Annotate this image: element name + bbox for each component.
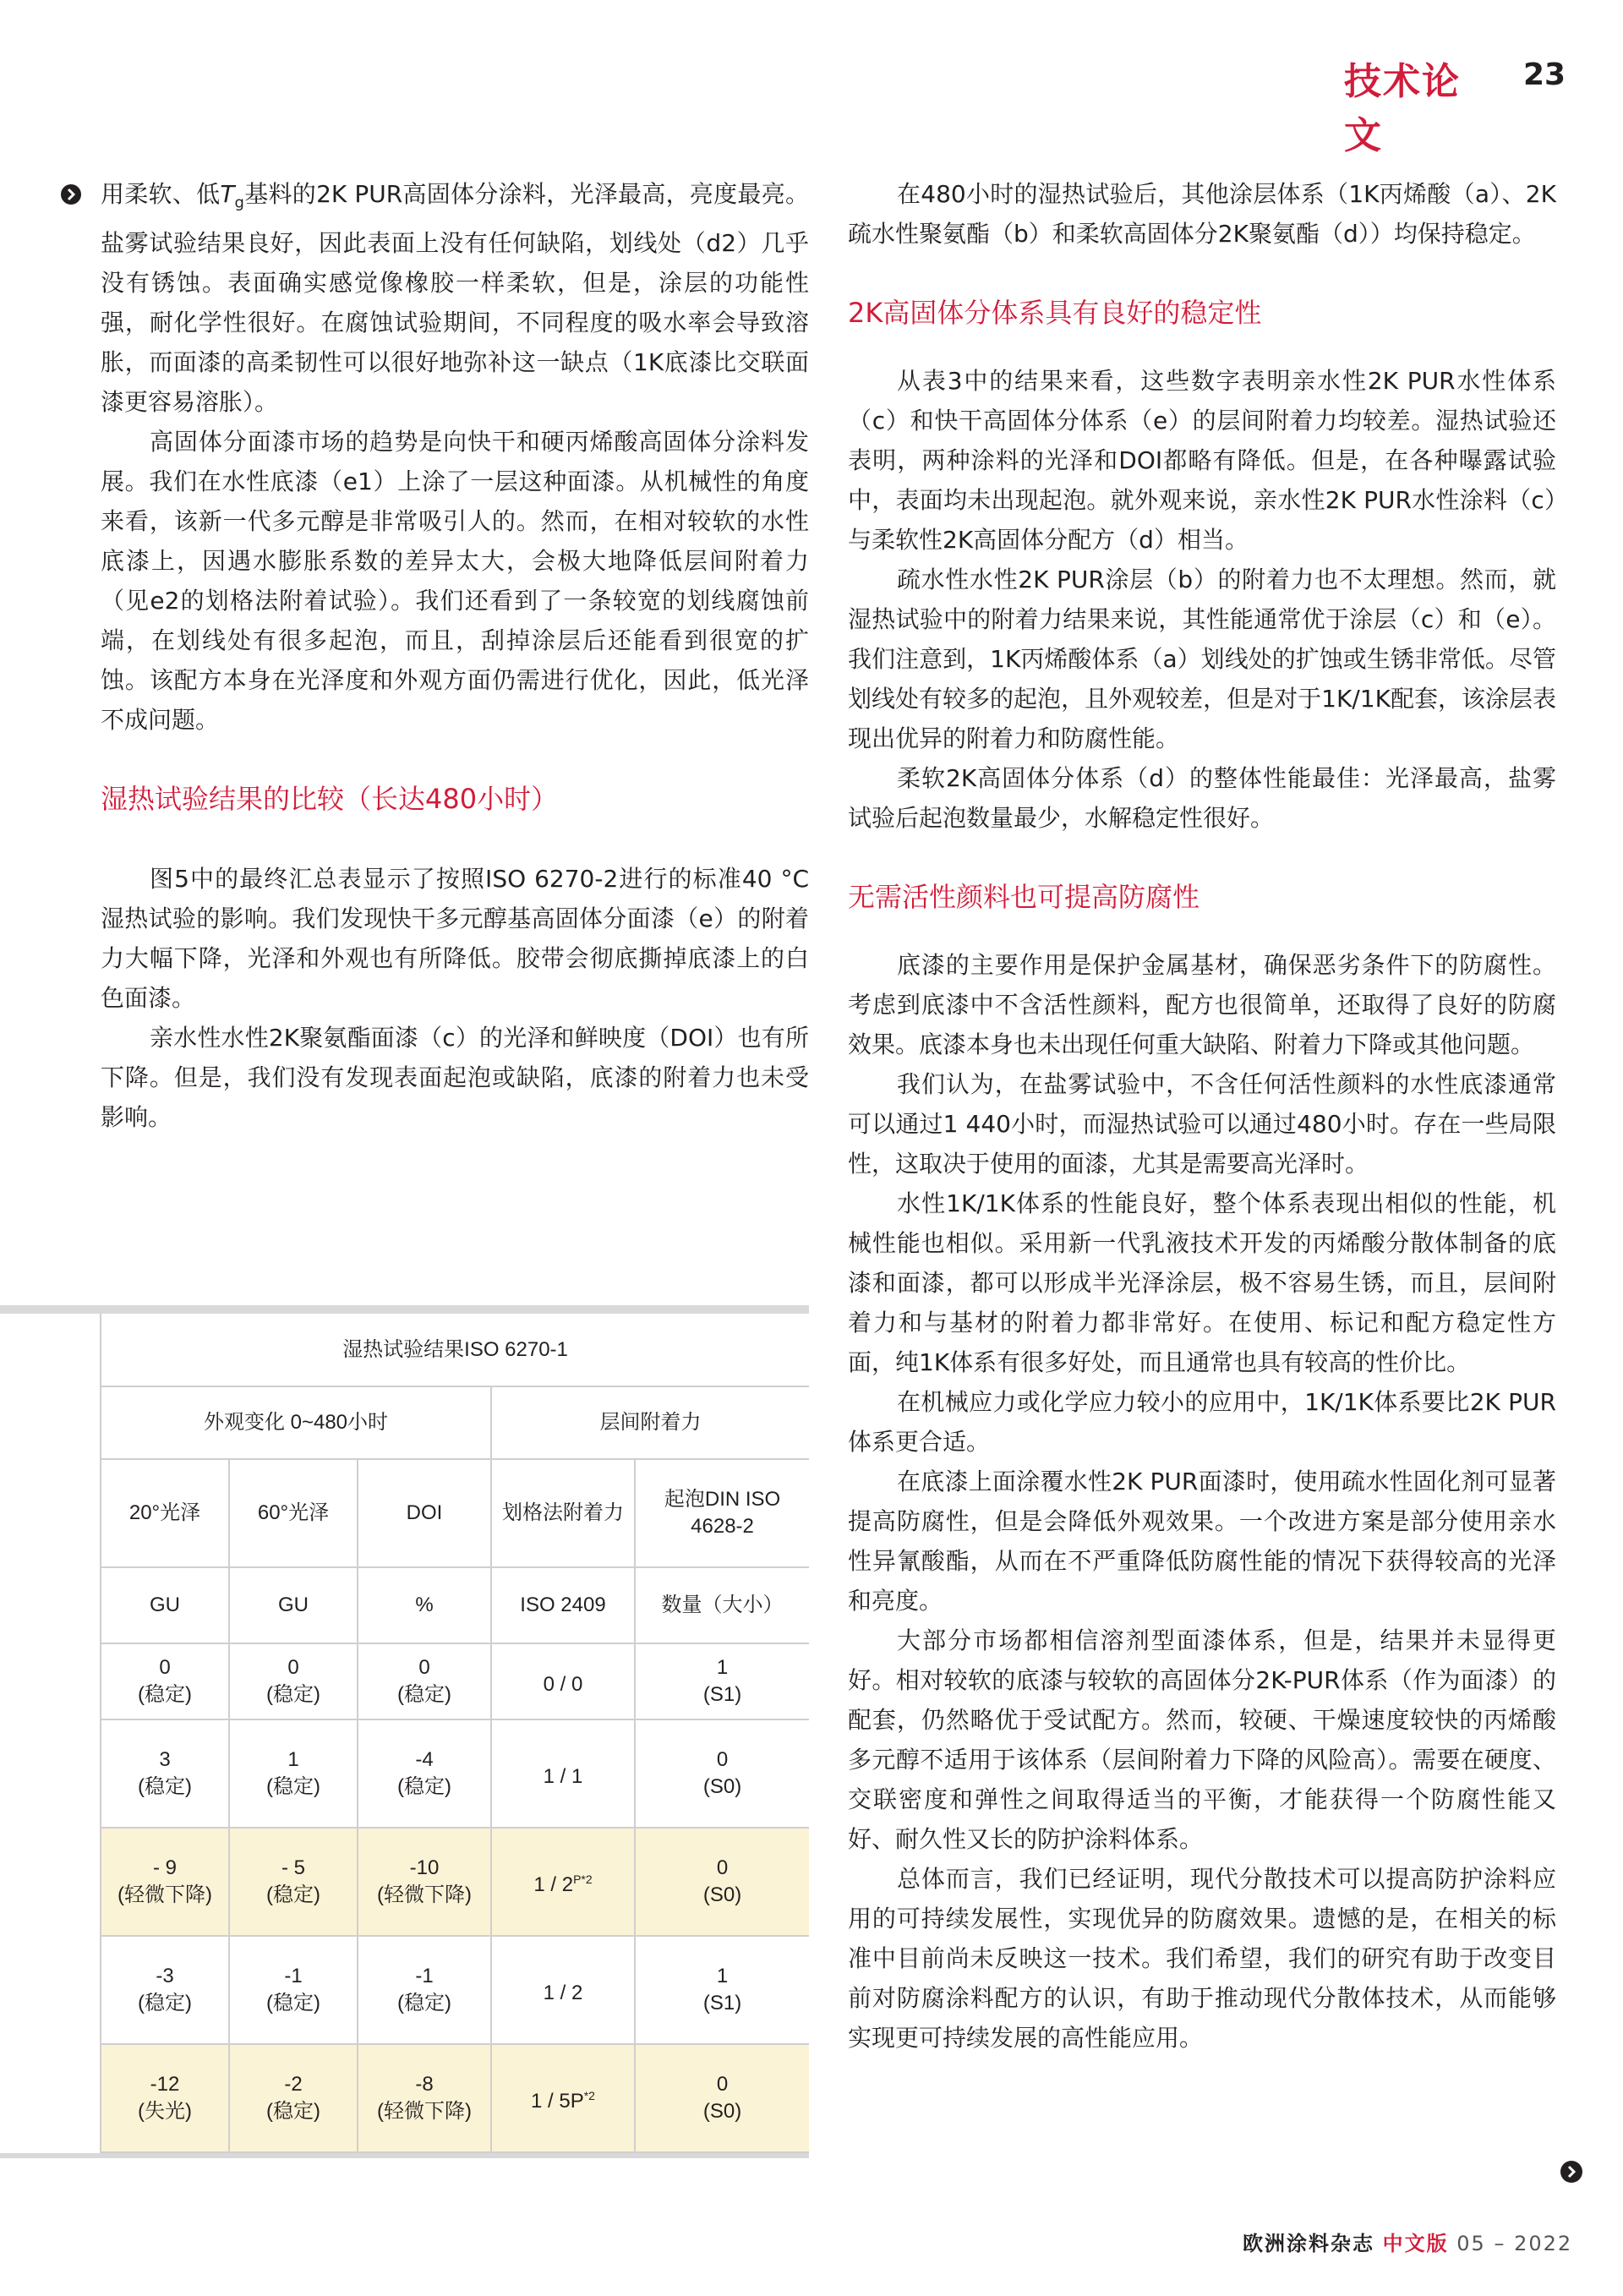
table-cell	[229, 2044, 358, 2152]
cell-note: (S1)	[702, 1992, 742, 2014]
cell-value: -2	[284, 2073, 303, 2096]
cell-note: (轻微下降)	[377, 1883, 472, 1906]
magazine-name: 欧洲涂料杂志	[1243, 2232, 1374, 2255]
cell-value: -10	[409, 1856, 440, 1879]
cell-note: (轻微下降)	[117, 1883, 212, 1906]
table-row	[0, 2044, 809, 2152]
edition-label: 中文版	[1382, 2232, 1449, 2255]
right-column	[848, 174, 1556, 2058]
section-title: 技术论文	[1344, 60, 1461, 157]
table-cell	[491, 1643, 635, 1719]
table-cell	[635, 1643, 809, 1719]
results-table	[0, 1314, 809, 2153]
chevron-right-circle-icon	[1560, 2161, 1582, 2183]
table-cell	[358, 2044, 491, 2152]
cell-value: 0	[159, 1656, 171, 1679]
right-paragraph-11: 总体而言，我们已经证明，现代分散技术可以提高防护涂料应用的可持续发展性，实现优异的防腐效果。遗憾的是，在相关的标准中目前尚未反映这一技术。我们希望，我们的研究有助于改变目前对防腐涂料配方的认识，有助于推动现代分散体技术，从而能够实现更可持续发展的高性能应用。	[848, 1865, 1556, 2052]
cell-superscript: *2	[583, 2088, 595, 2102]
table-cell	[491, 2044, 635, 2152]
page-number: 23	[1523, 57, 1566, 92]
cell-note: (稳定)	[266, 1883, 320, 1906]
column-header: 60°光泽	[229, 1459, 358, 1567]
cell-note: (稳定)	[397, 1683, 451, 1706]
table-cell	[635, 1828, 809, 1936]
section-heading-stability: 2K高固体分体系具有良好的稳定性	[848, 297, 1262, 329]
cell-value: 0	[716, 1748, 729, 1771]
right-paragraph-7: 水性1K/1K体系的性能良好，整个体系表现出相似的性能，机械性能也相似。采用新一代乳液技术开发的丙烯酸分散体制备的底漆和面漆，都可以形成半光泽涂层，极不容易生锈，而且，层间附着力和与基材的附着力都非常好。在使用、标记和配方稳定性方面，纯1K体系有很多好处，而且通常也具有较高的性价比。	[848, 1189, 1556, 1376]
cell-note: (轻微下降)	[377, 2100, 472, 2123]
paragraph-text: 基料的2K PUR高固体分涂料，光泽最高，亮度最亮。盐雾试验结果良好，因此表面上没有任何缺陷，划线处（d2）几乎没有锈蚀。表面确实感觉像橡胶一样柔软，但是，涂层的功能性强，耐化学性很好。在腐蚀试验期间，不同程度的吸水率会导致溶胀，而面漆的高柔韧性可以很好地弥补这一缺点（1K底漆比交联面漆更容易溶胀）。	[101, 180, 809, 416]
table-cell	[358, 1643, 491, 1719]
paragraph-text: 用柔软、低	[101, 180, 221, 208]
left-paragraph-1	[101, 174, 809, 422]
right-paragraph-9: 在底漆上面涂覆水性2K PUR面漆时，使用疏水性固化剂可显著提高防腐性，但是会降低外观效果。一个改进方案是部分使用亲水性异氰酸酯，从而在不严重降低防腐性能的情况下获得较高的光泽和亮度。	[848, 1468, 1556, 1615]
cell-value: 1 / 5P	[531, 2089, 584, 2113]
table-cell	[635, 2044, 809, 2152]
chevron-right-circle-icon	[61, 184, 81, 205]
table-cell	[101, 2044, 229, 2152]
right-paragraph-3: 疏水性水性2K PUR涂层（b）的附着力也不太理想。然而，就湿热试验中的附着力结果来说，其性能通常优于涂层（c）和（e）。我们注意到，1K丙烯酸体系（a）划线处的扩蚀或生锈非常低。尽管划线处有较多的起泡，且外观较差，但是对于1K/1K配套，该涂层表现出优异的附着力和防腐性能。	[848, 566, 1556, 752]
right-paragraph-2: 从表3中的结果来看，这些数字表明亲水性2K PUR水性体系（c）和快干高固体分体系（e）的层间附着力均较差。湿热试验还表明，两种涂料的光泽和DOI都略有降低。但是，在各种曝露试验中，表面均未出现起泡。就外观来说，亲水性2K PUR水性涂料（c）与柔软性2K高固体分配方（d）相当。	[848, 367, 1556, 554]
cell-value: - 5	[281, 1856, 305, 1879]
table-cell	[229, 1936, 358, 2044]
table-row	[0, 1828, 809, 1936]
cell-note: (稳定)	[138, 1775, 192, 1798]
cell-value: 0 / 0	[543, 1672, 583, 1696]
section-heading-corrosion: 无需活性颜料也可提高防腐性	[848, 881, 1200, 913]
left-paragraph-3: 图5中的最终汇总表显示了按照ISO 6270-2进行的标准40 °C湿热试验的影响。我们发现快干多元醇基高固体分面漆（e）的附着力大幅下降，光泽和外观也有所降低。胶带会彻底撕掉底漆上的白色面漆。	[101, 864, 809, 1012]
column-header: 起泡DIN ISO 4628-2	[635, 1459, 809, 1567]
unit-cell: GU	[229, 1567, 358, 1643]
cell-value: 1	[287, 1748, 299, 1771]
column-header: DOI	[358, 1459, 491, 1567]
cell-value: -1	[415, 1965, 434, 1987]
right-paragraph-1: 在480小时的湿热试验后，其他涂层体系（1K丙烯酸（a）、2K疏水性聚氨酯（b）和柔软高固体分2K聚氨酯（d））均保持稳定。	[848, 180, 1556, 248]
unit-cell: ISO 2409	[491, 1567, 635, 1643]
right-paragraph-6: 我们认为，在盐雾试验中，不含任何活性颜料的水性底漆通常可以通过1 440小时，而湿热试验可以通过480小时。存在一些局限性，这取决于使用的面漆，尤其是需要高光泽时。	[848, 1070, 1556, 1178]
table-cell	[101, 1828, 229, 1936]
left-paragraph-4: 亲水性水性2K聚氨酯面漆（c）的光泽和鲜映度（DOI）也有所下降。但是，我们没有发现表面起泡或缺陷，底漆的附着力也未受影响。	[101, 1023, 809, 1131]
cell-note: (稳定)	[266, 1775, 320, 1798]
table-cell	[491, 1719, 635, 1828]
cell-value: 0	[418, 1656, 430, 1679]
table-cell	[229, 1828, 358, 1936]
right-paragraph-8: 在机械应力或化学应力较小的应用中，1K/1K体系要比2K PUR体系更合适。	[848, 1388, 1556, 1456]
unit-cell: GU	[101, 1567, 229, 1643]
tg-symbol: T	[220, 180, 235, 208]
table-cell	[358, 1936, 491, 2044]
cell-value: 1	[716, 1656, 729, 1679]
cell-value: 0	[716, 2073, 729, 2096]
table-top-rule	[0, 1305, 809, 1314]
cell-note: (稳定)	[397, 1775, 451, 1798]
section-heading-humidity: 湿热试验结果的比较（长达480小时）	[101, 782, 559, 815]
table-cell	[491, 1828, 635, 1936]
cell-value: -4	[415, 1748, 434, 1771]
cell-note: (S0)	[702, 1775, 742, 1798]
cell-value: -8	[415, 2073, 434, 2096]
right-paragraph-5: 底漆的主要作用是保护金属基材，确保恶劣条件下的防腐性。考虑到底漆中不含活性颜料，配方也很简单，还取得了良好的防腐效果。底漆本身也未出现任何重大缺陷、附着力下降或其他问题。	[848, 951, 1556, 1058]
table-row	[0, 1719, 809, 1828]
tg-subscript: g	[234, 194, 244, 212]
cell-note: (S0)	[702, 1883, 742, 1906]
cell-note: (稳定)	[266, 1683, 320, 1706]
unit-cell: 数量（大小）	[635, 1567, 809, 1643]
cell-value: 0	[287, 1656, 299, 1679]
table-cell	[491, 1936, 635, 2044]
right-paragraph-10: 大部分市场都相信溶剂型面漆体系，但是，结果并未显得更好。相对较软的底漆与较软的高固体分2K-PUR体系（作为面漆）的配套，仍然略优于受试配方。然而，较硬、干燥速度较快的丙烯酸多元醇不适用于该体系（层间附着力下降的风险高）。需要在硬度、交联密度和弹性之间取得适当的平衡，才能获得一个防腐性能又好、耐久性又长的防护涂料体系。	[848, 1626, 1556, 1853]
table-cell	[101, 1936, 229, 2044]
group-header-appearance: 外观变化 0~480小时	[101, 1386, 491, 1459]
column-header: 划格法附着力	[491, 1459, 635, 1567]
table-cell	[635, 1936, 809, 2044]
cell-value: 1 / 2	[543, 1981, 583, 2004]
table-cell	[635, 1719, 809, 1828]
page-footer	[1243, 2227, 1572, 2256]
cell-value: 1 / 1	[543, 1764, 583, 1788]
cell-value: 0	[716, 1856, 729, 1879]
cell-note: (稳定)	[138, 1683, 192, 1706]
table-title: 湿热试验结果ISO 6270-1	[101, 1314, 809, 1386]
cell-value: -3	[156, 1965, 174, 1987]
table-row	[0, 1643, 809, 1719]
cell-note: (稳定)	[266, 2100, 320, 2123]
cell-note: (稳定)	[397, 1992, 451, 2014]
table-cell	[229, 1719, 358, 1828]
cell-value: -1	[284, 1965, 303, 1987]
table-cell	[358, 1828, 491, 1936]
table-cell	[229, 1643, 358, 1719]
table-row	[0, 1936, 809, 2044]
cell-note: (失光)	[138, 2100, 192, 2123]
cell-note: (S0)	[702, 2100, 742, 2123]
cell-value: - 9	[152, 1856, 177, 1879]
cell-superscript: P*2	[573, 1872, 593, 1886]
cell-value: 1 / 2	[533, 1872, 574, 1896]
left-paragraph-2: 高固体分面漆市场的趋势是向快干和硬丙烯酸高固体分涂料发展。我们在水性底漆（e1）上涂了一层这种面漆。从机械性的角度来看，该新一代多元醇是非常吸引人的。然而，在相对较软的水性底漆上，因遇水膨胀系数的差异太大，会极大地降低层间附着力（见e2的划格法附着试验）。我们还看到了一条较宽的划线腐蚀前端，在划线处有很多起泡，而且，刮掉涂层后还能看到很宽的扩蚀。该配方本身在光泽度和外观方面仍需进行优化，因此，低光泽不成问题。	[101, 427, 809, 734]
issue-label: 05 – 2022	[1456, 2232, 1573, 2255]
group-header-adhesion: 层间附着力	[491, 1386, 809, 1459]
cell-note: (稳定)	[266, 1992, 320, 2014]
cell-value: -12	[150, 2073, 180, 2096]
table-cell	[358, 1719, 491, 1828]
cell-value: 3	[159, 1748, 171, 1771]
column-header: 20°光泽	[101, 1459, 229, 1567]
table-cell	[101, 1719, 229, 1828]
results-table-block	[0, 1305, 809, 2158]
cell-note: (稳定)	[138, 1992, 192, 2014]
left-column	[101, 174, 809, 1137]
unit-cell: %	[358, 1567, 491, 1643]
cell-value: 1	[716, 1965, 729, 1987]
cell-note: (S1)	[702, 1683, 742, 1706]
right-paragraph-4: 柔软2K高固体分体系（d）的整体性能最佳：光泽最高，盐雾试验后起泡数量最少，水解稳定性很好。	[848, 764, 1556, 832]
table-bottom-rule	[0, 2153, 809, 2158]
table-cell	[101, 1643, 229, 1719]
